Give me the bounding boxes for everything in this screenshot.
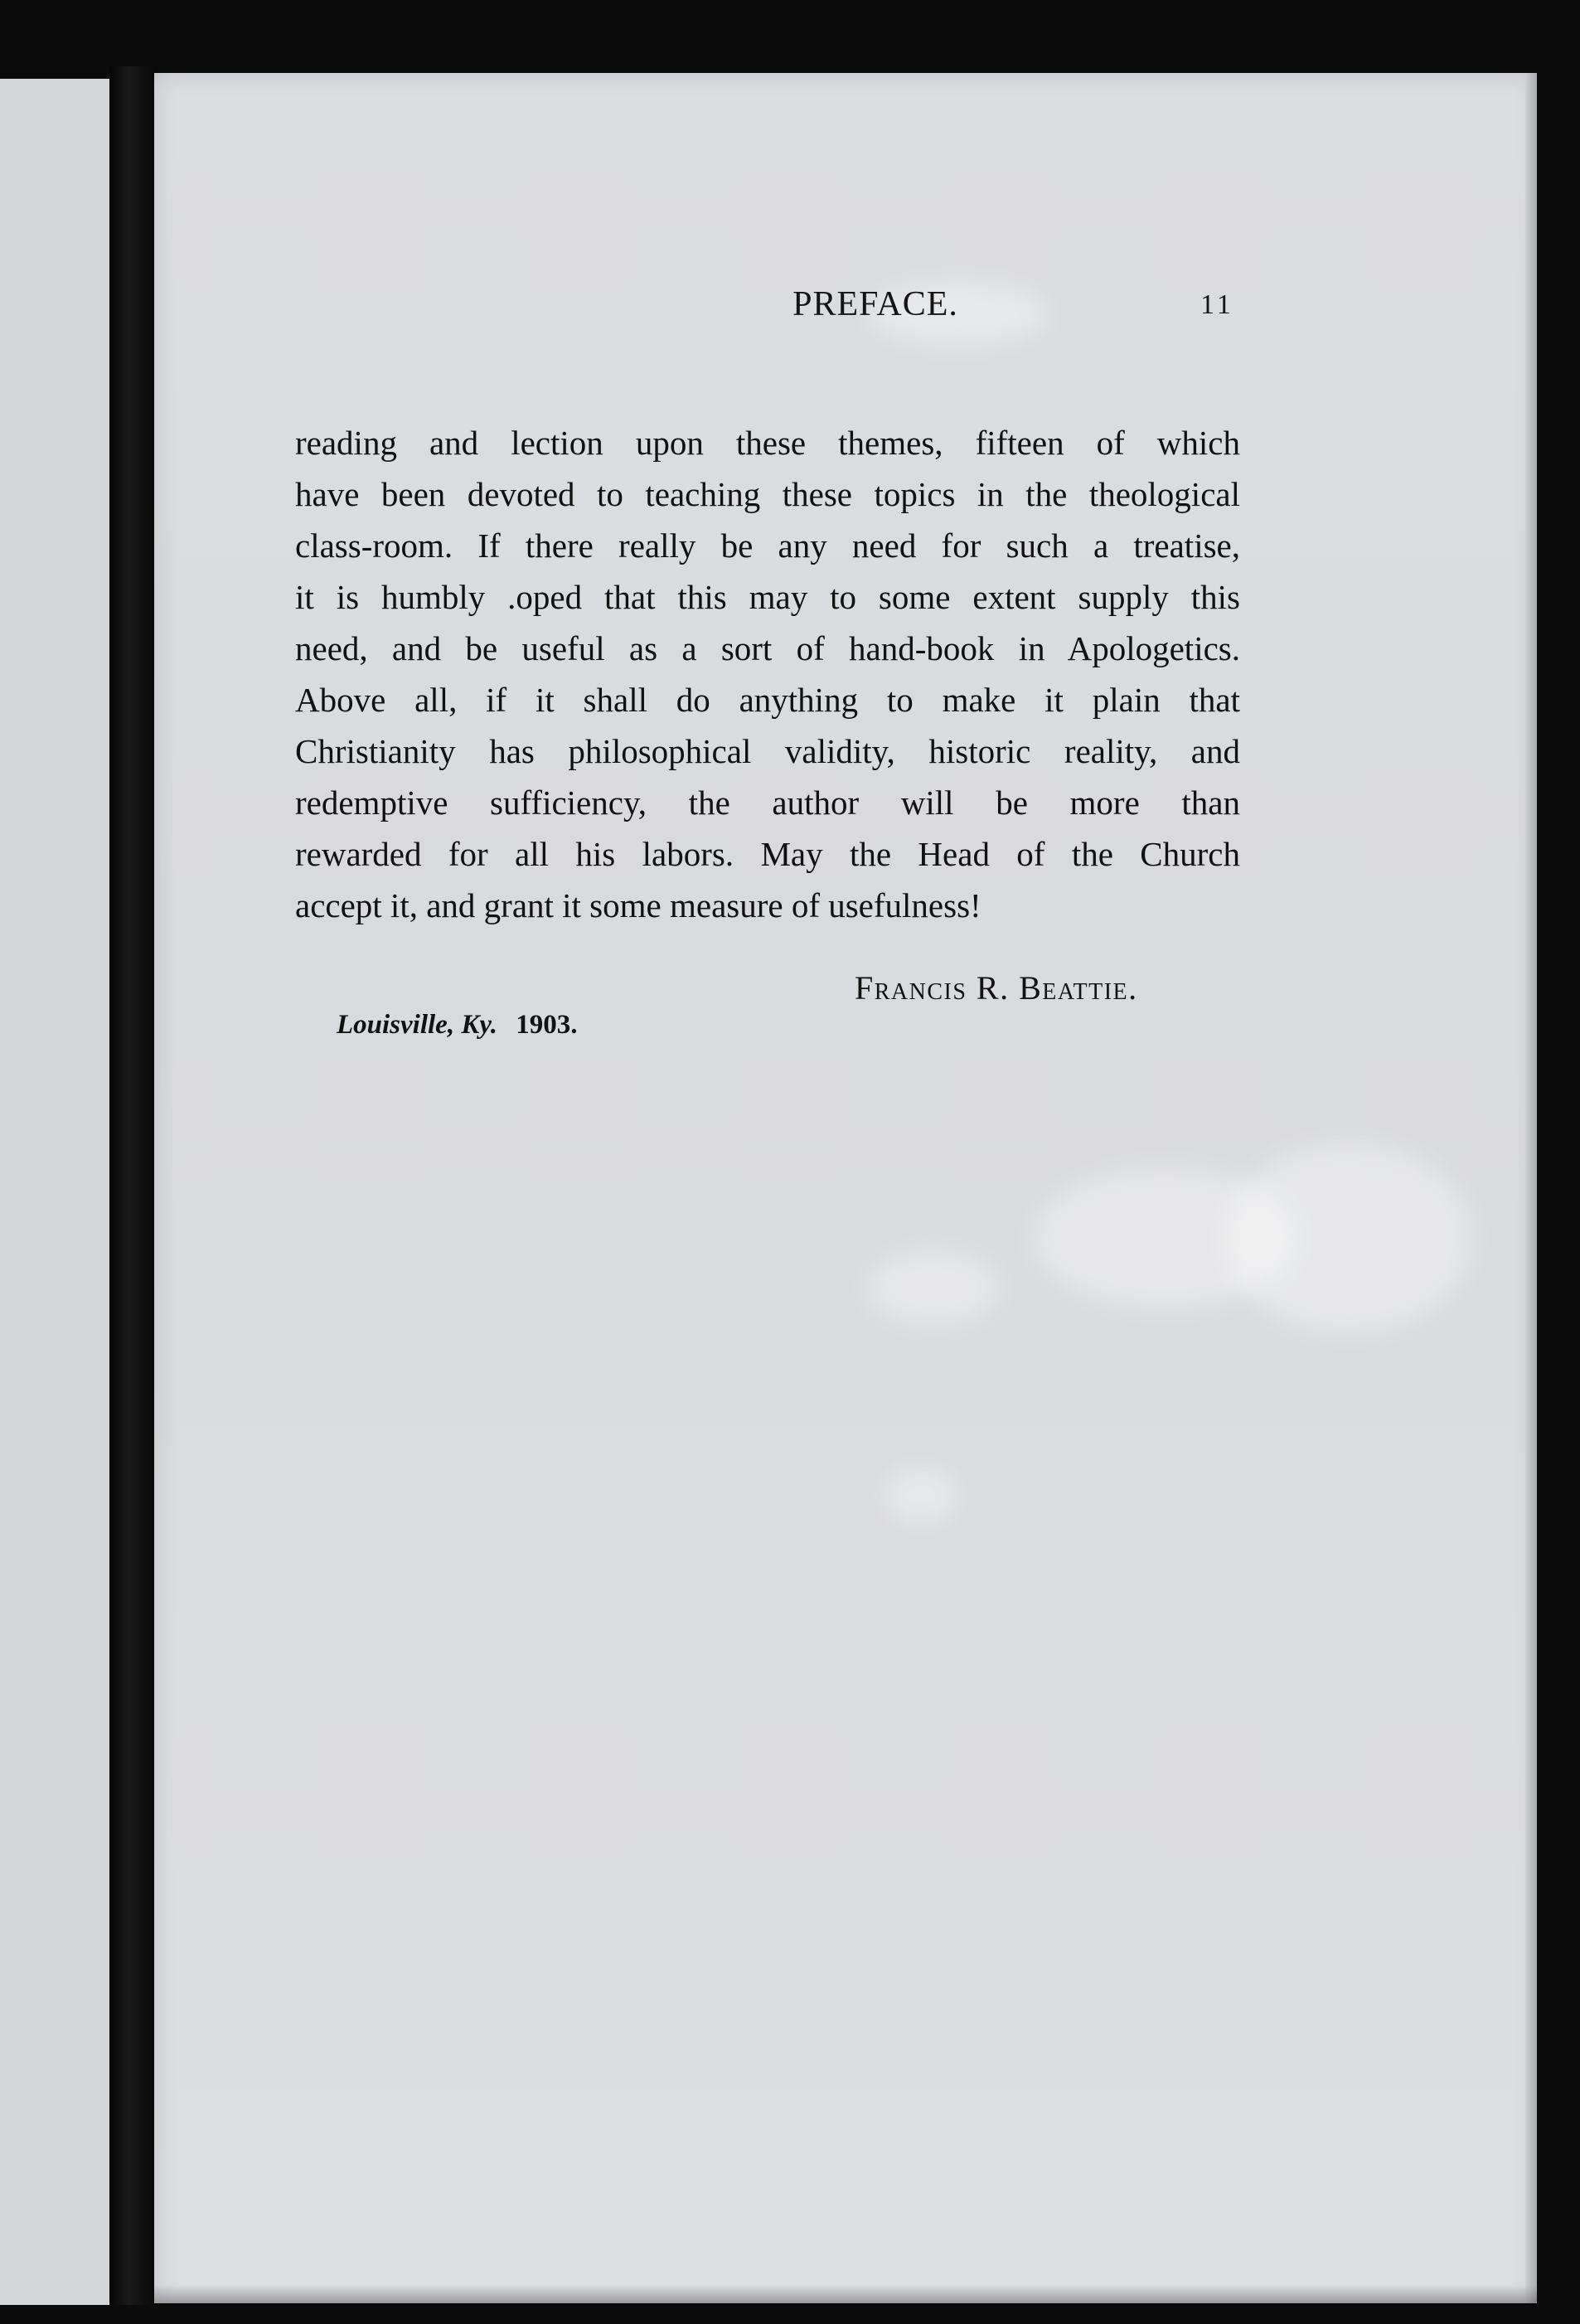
place-and-date [337,1010,578,1041]
text-line: rewarded for all his labors. May the Head of the Church [295,835,1240,873]
text-line: Above all, if it shall do anything to make it plain that [295,681,1240,719]
year: 1903. [516,1010,578,1040]
text-line: need, and be useful as a sort of hand-book in Apologetics. [295,629,1240,667]
text-line: it is humbly .oped that this may to some extent supply this [295,578,1240,616]
paper-stain [1224,1143,1472,1333]
page-right-edge [1525,73,1537,2303]
running-head-title: PREFACE. [792,285,958,323]
previous-page-edge [0,79,116,2305]
text-line: reading and lection upon these themes, fifteen of which [295,424,1240,462]
book-page [154,73,1537,2303]
book-spine-shadow [109,66,158,2305]
author-signature: Francis R. Beattie. [855,969,1138,1007]
paper-stain [867,1250,1000,1325]
page-number: 11 [1200,289,1234,320]
page-bottom-shadow [154,2285,1537,2303]
text-line: have been devoted to teaching these topics in the theological [295,475,1240,513]
place: Louisville, Ky. [337,1010,498,1040]
text-line: class-room. If there really be any need for such a treatise, [295,526,1240,565]
running-head [154,284,1537,334]
preface-body [295,417,1240,931]
text-line: redemptive sufficiency, the author will be more than [295,784,1240,822]
paper-stain [884,1466,958,1524]
text-line: Christianity has philosophical validity, historic reality, and [295,732,1240,770]
text-line: accept it, and grant it some measure of usefulness! [295,886,981,924]
